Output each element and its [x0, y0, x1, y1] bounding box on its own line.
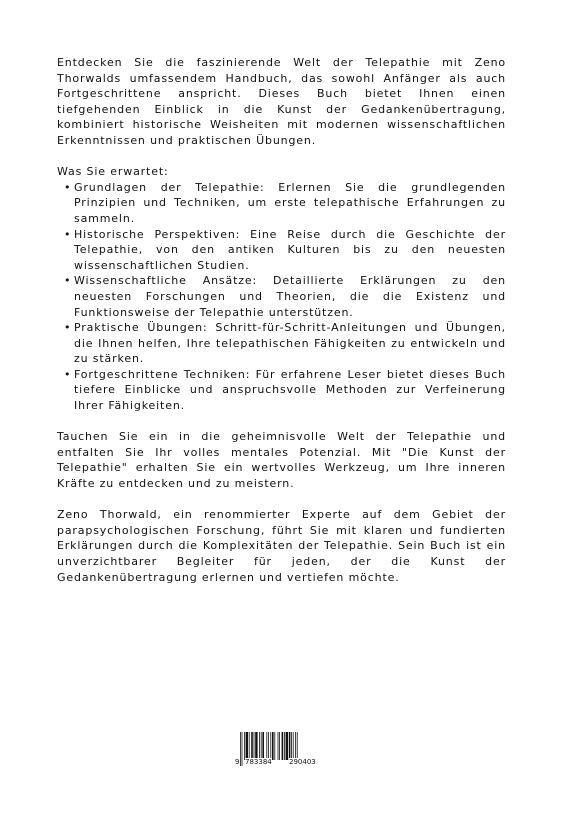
blurb-text [57, 55, 506, 585]
author-paragraph: Zeno Thorwald, ein renommierter Experte auf dem Gebiet der parapsychologischen Forschung, führt Sie mit klaren und fundierten Erklärungen durch die Komplexitäten der Telepathie. Sein Buch ist ein unverzichtbarer Begleiter für jeden, der die Kunst der Gedankenübertragung erlernen und vertiefen möchte. [57, 508, 506, 584]
feature-list [57, 180, 506, 414]
intro-paragraph: Entdecken Sie die faszinierende Welt der Telepathie mit Zeno Thorwalds umfassendem Handbuch, das sowohl Anfänger als auch Fortgeschrittene anspricht. Dieses Buch bietet Ihnen einen tiefgehenden Einblick in die Kunst der Gedankenübertragung, kombiniert historische Weisheiten mit modernen wissenschaftlichen Erkenntnissen und praktischen Übungen. [57, 56, 506, 147]
paragraph-spacer [57, 414, 506, 430]
barcode-group-right: 290403 [289, 758, 316, 766]
invite-paragraph: Tauchen Sie ein in die geheimnisvolle Welt der Telepathie und entfalten Sie Ihr volles mentales Potenzial. Mit "Die Kunst der Telepathie" erhalten Sie ein wertvolles Werkzeug, um Ihre inneren Kräfte zu entdecken und zu meistern. [57, 430, 506, 491]
feature-list-item: • Praktische Übungen: Schritt-für-Schritt-Anleitungen und Übungen, die Ihnen helfen, Ihre telepathischen Fähigkeiten zu entwickeln und zu stärken. [57, 320, 506, 367]
paragraph-spacer [57, 492, 506, 508]
expect-heading: Was Sie erwartet: [57, 165, 169, 179]
barcode-digit-first: 9 [235, 758, 240, 766]
feature-list-item: • Fortgeschrittene Techniken: Für erfahrene Leser bietet dieses Buch tiefere Einblicke und anspruchsvolle Methoden zur Verfeinerung Ihrer Fähigkeiten. [57, 367, 506, 414]
paragraph-spacer [57, 149, 506, 165]
barcode-group-left: 783384 [245, 758, 272, 766]
feature-list-item: • Historische Perspektiven: Eine Reise durch die Geschichte der Telepathie, von den antiken Kulturen bis zu den neuesten wissenschaftlichen Studien. [57, 227, 506, 274]
isbn-barcode [235, 732, 325, 770]
feature-list-item: • Wissenschaftliche Ansätze: Detaillierte Erklärungen zu den neuesten Forschungen und Theorien, die die Existenz und Funktionsweise der Telepathie unterstützen. [57, 273, 506, 320]
feature-list-item: • Grundlagen der Telepathie: Erlernen Sie die grundlegenden Prinzipien und Techniken, um erste telepathische Erfahrungen zu sammeln. [57, 180, 506, 227]
